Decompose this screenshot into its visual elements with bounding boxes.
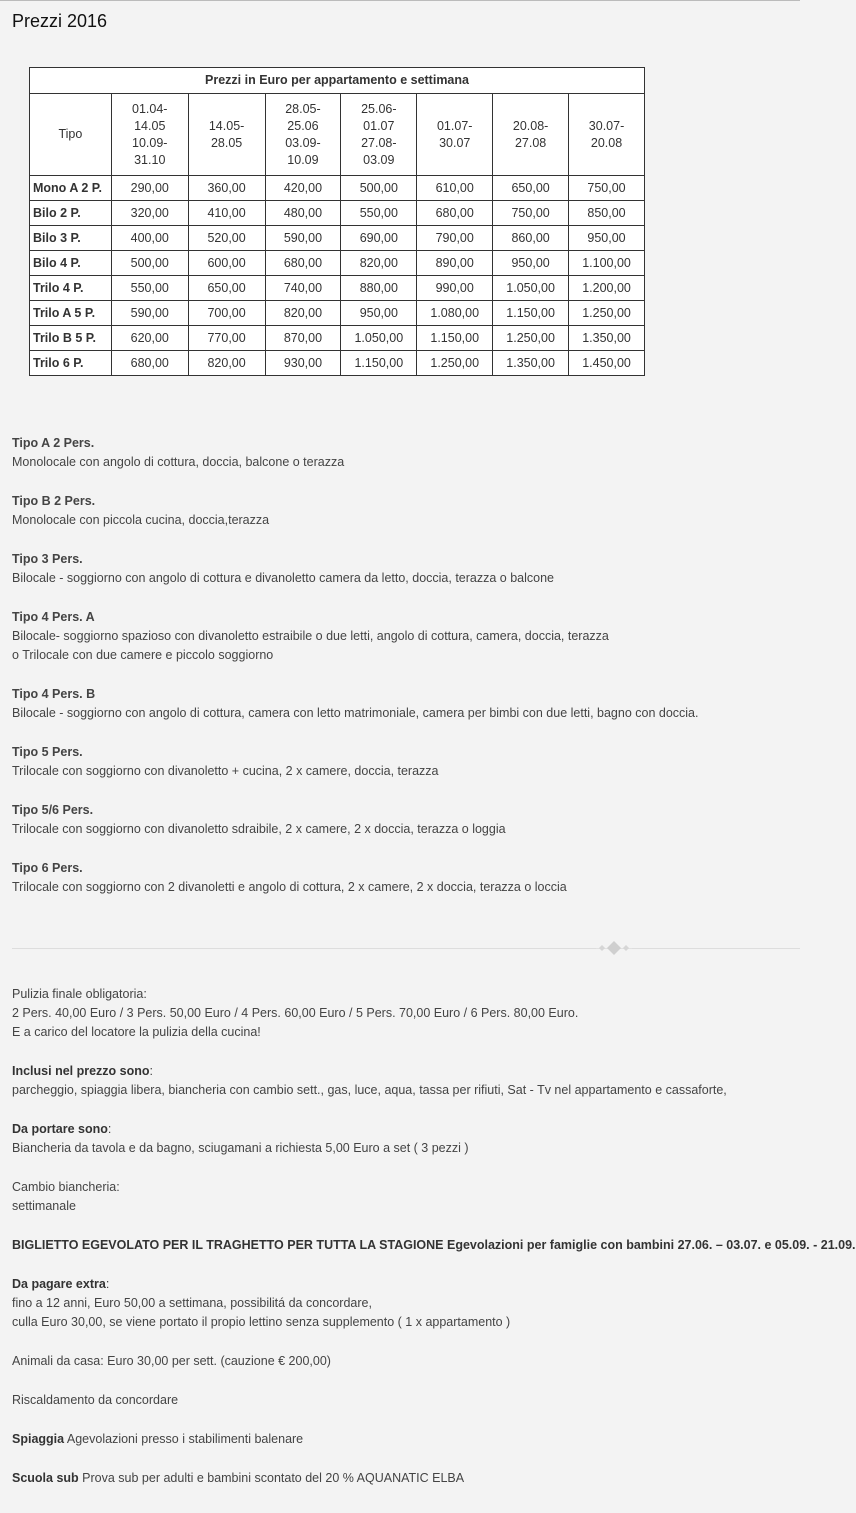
- bring-text: Biancheria da tavola e da bagno, sciugamani a richiesta 5,00 Euro a set ( 3 pezzi ): [12, 1141, 469, 1155]
- apartment-type: [12, 685, 797, 723]
- linen-title: Cambio biancheria:: [12, 1180, 120, 1194]
- period-date: 27.08: [514, 135, 547, 150]
- ferry-subtitle: Egevolazioni per famiglie con bambini 27.06. – 03.07. e 05.09. - 21.09.: [447, 1238, 856, 1252]
- apartment-type-description: Trilocale con soggiorno con divanoletto + cucina, 2 x camere, doccia, terazza: [12, 764, 439, 778]
- price-cell: 480,00: [265, 201, 341, 226]
- price-cell: 1.150,00: [493, 301, 569, 326]
- price-cell: 550,00: [341, 201, 417, 226]
- period-header: [188, 94, 265, 176]
- price-cell: 520,00: [188, 226, 265, 251]
- period-date: 20.08-: [512, 118, 549, 133]
- price-cell: 690,00: [341, 226, 417, 251]
- linen-info: [12, 1178, 800, 1216]
- period-header: [111, 94, 188, 176]
- apartment-type-title: Tipo 5/6 Pers.: [12, 803, 94, 817]
- price-cell: 400,00: [111, 226, 188, 251]
- beach-title: Spiaggia: [12, 1432, 65, 1446]
- heating-info: Riscaldamento da concordare: [12, 1393, 179, 1407]
- price-cell: 950,00: [341, 301, 417, 326]
- row-label: Bilo 3 P.: [30, 226, 112, 251]
- ferry-info: [12, 1236, 856, 1255]
- table-row: [30, 301, 645, 326]
- price-cell: 680,00: [111, 351, 188, 376]
- price-cell: 1.250,00: [569, 301, 645, 326]
- price-cell: 1.450,00: [569, 351, 645, 376]
- apartment-type: [12, 859, 797, 897]
- price-cell: 820,00: [265, 301, 341, 326]
- price-cell: 610,00: [417, 176, 493, 201]
- price-cell: 590,00: [111, 301, 188, 326]
- price-cell: 420,00: [265, 176, 341, 201]
- price-cell: 790,00: [417, 226, 493, 251]
- diving-info: [12, 1469, 800, 1488]
- cleaning-title: Pulizia finale obligatoria:: [12, 987, 147, 1001]
- apartment-type-description: Trilocale con soggiorno con divanoletto sdraibile, 2 x camere, 2 x doccia, terazza o loggia: [12, 822, 506, 836]
- price-cell: 1.350,00: [493, 351, 569, 376]
- apartment-type: [12, 608, 797, 665]
- price-cell: 620,00: [111, 326, 188, 351]
- apartment-type-title: Tipo 4 Pers. B: [12, 687, 96, 701]
- period-date: 03.09: [363, 152, 395, 167]
- row-label: Trilo B 5 P.: [30, 326, 112, 351]
- period-date: 14.05-: [208, 118, 245, 133]
- period-header: [493, 94, 569, 176]
- table-row: [30, 176, 645, 201]
- price-cell: 600,00: [188, 251, 265, 276]
- apartment-type-description: o Trilocale con due camere e piccolo soggiorno: [12, 648, 274, 662]
- price-cell: 680,00: [265, 251, 341, 276]
- period-date: 28.05-: [285, 101, 321, 116]
- price-cell: 1.050,00: [341, 326, 417, 351]
- apartment-type: [12, 434, 797, 472]
- bring-title: Da portare sono: [12, 1122, 108, 1136]
- price-cell: 1.080,00: [417, 301, 493, 326]
- price-cell: 950,00: [493, 251, 569, 276]
- period-date: 30.07-: [588, 118, 625, 133]
- row-label: Trilo 6 P.: [30, 351, 112, 376]
- price-cell: 750,00: [569, 176, 645, 201]
- cleaning-prices: 2 Pers. 40,00 Euro / 3 Pers. 50,00 Euro / 4 Pers. 60,00 Euro / 5 Pers. 70,00 Euro / 6 Pers. 80,00 Euro.: [12, 1006, 579, 1020]
- price-cell: 740,00: [265, 276, 341, 301]
- price-cell: 1.050,00: [493, 276, 569, 301]
- period-date: 27.08-: [361, 135, 397, 150]
- apartment-type-title: Tipo B 2 Pers.: [12, 494, 96, 508]
- price-cell: 500,00: [111, 251, 188, 276]
- beach-text: Agevolazioni presso i stabilimenti balenare: [66, 1432, 304, 1446]
- apartment-type-description: Bilocale- soggiorno spazioso con divanoletto estraibile o due letti, angolo di cottura, camera, doccia, terazza: [12, 629, 609, 643]
- row-label: Trilo 4 P.: [30, 276, 112, 301]
- price-cell: 750,00: [493, 201, 569, 226]
- table-row: [30, 351, 645, 376]
- period-date: 10.09-: [132, 135, 168, 150]
- period-header: [569, 94, 645, 176]
- price-cell: 550,00: [111, 276, 188, 301]
- bring-info: Da portare sono: Biancheria da tavola e da bagno, sciugamani a richiesta 5,00 Euro a set ( 3 pezzi ): [12, 1120, 800, 1158]
- period-date: 03.09-: [285, 135, 321, 150]
- row-label: Bilo 4 P.: [30, 251, 112, 276]
- included-title: Inclusi nel prezzo sono: [12, 1064, 150, 1078]
- apartment-type-description: Bilocale - soggiorno con angolo di cottura, camera con letto matrimoniale, camera per bimbi con due letti, bagno con doccia.: [12, 706, 699, 720]
- price-table-body: [30, 94, 645, 376]
- period-date: 20.08: [590, 135, 623, 150]
- price-cell: 950,00: [569, 226, 645, 251]
- section-divider: [12, 948, 800, 949]
- period-date: 25.06-: [361, 101, 397, 116]
- table-row: [30, 276, 645, 301]
- period-date: 28.05: [210, 135, 243, 150]
- period-date: 31.10: [134, 152, 166, 167]
- diamond-ornament-icon: [596, 941, 632, 955]
- period-date: 10.09: [287, 152, 319, 167]
- apartment-type: [12, 550, 797, 588]
- included-text: parcheggio, spiaggia libera, biancheria con cambio sett., gas, luce, aqua, tassa per rifiuti, Sat - Tv nel appartamento e cassaforte,: [12, 1083, 727, 1097]
- period-date: 30.07: [439, 135, 471, 150]
- price-cell: 500,00: [341, 176, 417, 201]
- row-label: Mono A 2 P.: [30, 176, 112, 201]
- period-header: [265, 94, 341, 176]
- price-cell: 820,00: [341, 251, 417, 276]
- apartment-type-description: Trilocale con soggiorno con 2 divanoletti e angolo di cottura, 2 x camere, 2 x doccia, terazza o loccia: [12, 880, 567, 894]
- beach-info: [12, 1430, 800, 1449]
- price-cell: 410,00: [188, 201, 265, 226]
- extra-line-1: fino a 12 anni, Euro 50,00 a settimana, possibilitá da concordare,: [12, 1296, 372, 1310]
- price-cell: 320,00: [111, 201, 188, 226]
- price-table-caption: Prezzi in Euro per appartamento e settimana: [30, 68, 645, 94]
- period-date: 01.07-: [436, 118, 473, 133]
- pets-info: Animali da casa: Euro 30,00 per sett. (cauzione € 200,00): [12, 1354, 331, 1368]
- price-cell: 1.350,00: [569, 326, 645, 351]
- apartment-type-title: Tipo 4 Pers. A: [12, 610, 95, 624]
- price-cell: 1.250,00: [493, 326, 569, 351]
- apartment-types-list: [12, 434, 797, 917]
- linen-text: settimanale: [12, 1199, 76, 1213]
- apartment-type-title: Tipo A 2 Pers.: [12, 436, 95, 450]
- apartment-type: [12, 801, 797, 839]
- price-cell: 650,00: [188, 276, 265, 301]
- price-cell: 1.100,00: [569, 251, 645, 276]
- apartment-type-title: Tipo 6 Pers.: [12, 861, 83, 875]
- price-table-corner: Tipo: [30, 94, 112, 176]
- table-row: [30, 226, 645, 251]
- price-cell: 870,00: [265, 326, 341, 351]
- table-row: [30, 326, 645, 351]
- diving-title: Scuola sub: [12, 1471, 79, 1485]
- period-date: 01.07: [363, 118, 395, 133]
- price-cell: 650,00: [493, 176, 569, 201]
- table-row: [30, 201, 645, 226]
- price-cell: 860,00: [493, 226, 569, 251]
- included-info: Inclusi nel prezzo sono: parcheggio, spiaggia libera, biancheria con cambio sett., gas, luce, aqua, tassa per rifiuti, Sat - Tv nel appartamento e cassaforte,: [12, 1062, 800, 1100]
- info-section: [12, 985, 856, 1508]
- apartment-type-description: Bilocale - soggiorno con angolo di cottura e divanoletto camera da letto, doccia, terazza o balcone: [12, 571, 554, 585]
- period-header: [417, 94, 493, 176]
- apartment-type-title: Tipo 3 Pers.: [12, 552, 83, 566]
- price-cell: 820,00: [188, 351, 265, 376]
- period-date: 14.05: [134, 118, 166, 133]
- diving-text: Prova sub per adulti e bambini scontato del 20 % AQUANATIC ELBA: [82, 1471, 465, 1485]
- price-cell: 700,00: [188, 301, 265, 326]
- price-cell: 850,00: [569, 201, 645, 226]
- price-cell: 680,00: [417, 201, 493, 226]
- extra-info: Da pagare extra: fino a 12 anni, Euro 50,00 a settimana, possibilitá da concordare, culla Euro 30,00, se viene portato il propio lettino senza supplemento ( 1 x appartamento ): [12, 1275, 800, 1332]
- row-label: Bilo 2 P.: [30, 201, 112, 226]
- price-cell: 930,00: [265, 351, 341, 376]
- price-cell: 1.150,00: [417, 326, 493, 351]
- page-title: Prezzi 2016: [12, 11, 108, 31]
- apartment-type: [12, 492, 797, 530]
- extra-line-2: culla Euro 30,00, se viene portato il propio lettino senza supplemento ( 1 x appartamento ): [12, 1315, 511, 1329]
- row-label: Trilo A 5 P.: [30, 301, 112, 326]
- apartment-type: [12, 743, 797, 781]
- price-cell: 1.150,00: [341, 351, 417, 376]
- price-cell: 1.250,00: [417, 351, 493, 376]
- price-cell: 360,00: [188, 176, 265, 201]
- period-header: [341, 94, 417, 176]
- apartment-type-title: Tipo 5 Pers.: [12, 745, 83, 759]
- cleaning-note: E a carico del locatore la pulizia della cucina!: [12, 1025, 261, 1039]
- price-cell: 890,00: [417, 251, 493, 276]
- cleaning-info: [12, 985, 800, 1042]
- price-cell: 290,00: [111, 176, 188, 201]
- price-cell: 990,00: [417, 276, 493, 301]
- price-cell: 590,00: [265, 226, 341, 251]
- extra-title: Da pagare extra: [12, 1277, 106, 1291]
- price-table: [29, 67, 645, 376]
- apartment-type-description: Monolocale con piccola cucina, doccia,terazza: [12, 513, 270, 527]
- table-row: [30, 251, 645, 276]
- period-date: 25.06: [287, 118, 319, 133]
- price-cell: 770,00: [188, 326, 265, 351]
- ferry-title: BIGLIETTO EGEVOLATO PER IL TRAGHETTO PER TUTTA LA STAGIONE: [12, 1238, 444, 1252]
- apartment-type-description: Monolocale con angolo di cottura, doccia, balcone o terazza: [12, 455, 345, 469]
- period-date: 01.04-: [132, 101, 168, 116]
- price-cell: 880,00: [341, 276, 417, 301]
- price-cell: 1.200,00: [569, 276, 645, 301]
